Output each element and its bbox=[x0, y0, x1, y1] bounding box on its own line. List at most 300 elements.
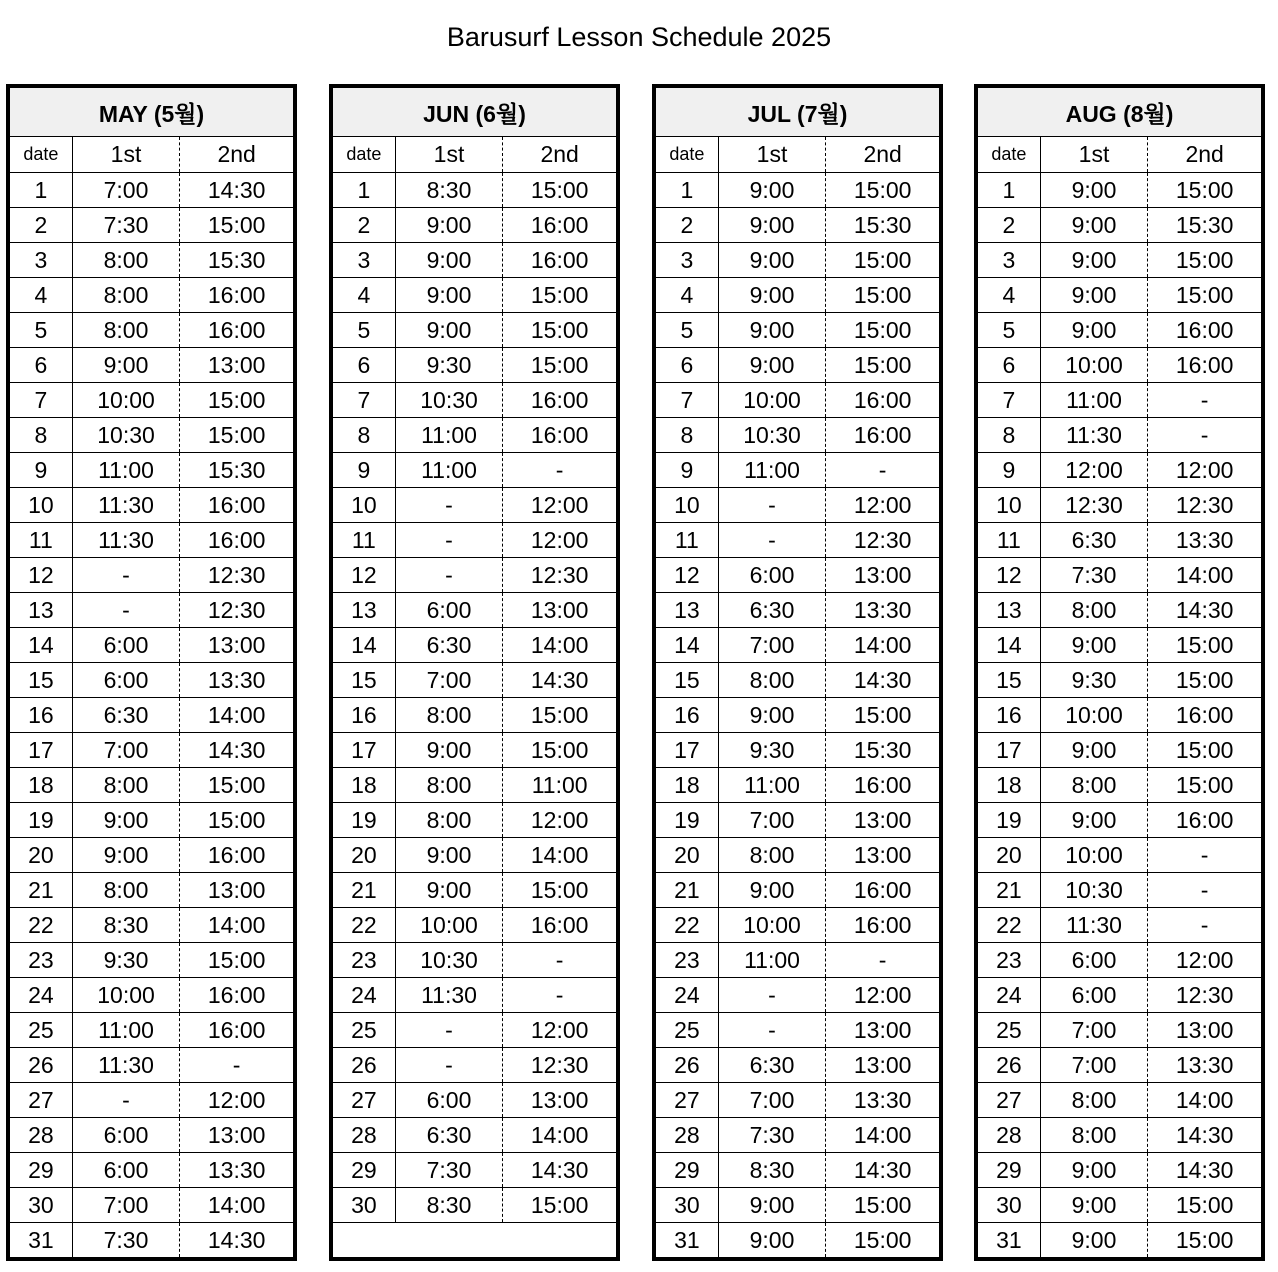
second-lesson-cell: 15:00 bbox=[180, 768, 293, 803]
second-lesson-cell: 16:00 bbox=[180, 488, 293, 523]
second-lesson-cell: 12:00 bbox=[503, 803, 616, 838]
table-row bbox=[333, 593, 616, 628]
month-header: AUG (8월) bbox=[978, 88, 1261, 137]
second-lesson-cell: 15:00 bbox=[1148, 733, 1261, 768]
column-header-2nd: 2nd bbox=[1148, 137, 1261, 173]
date-cell: 21 bbox=[333, 873, 395, 908]
date-cell: 16 bbox=[656, 698, 718, 733]
second-lesson-cell: 14:00 bbox=[826, 1118, 939, 1153]
first-lesson-cell: 11:30 bbox=[72, 523, 180, 558]
table-row bbox=[978, 908, 1261, 943]
first-lesson-cell: 8:00 bbox=[1040, 768, 1148, 803]
table-row bbox=[656, 838, 939, 873]
first-lesson-cell: 7:00 bbox=[718, 1083, 826, 1118]
second-lesson-cell: 15:00 bbox=[503, 313, 616, 348]
date-cell: 20 bbox=[656, 838, 718, 873]
second-lesson-cell: 12:00 bbox=[503, 1013, 616, 1048]
second-lesson-cell: 12:00 bbox=[826, 978, 939, 1013]
table-row bbox=[10, 278, 293, 313]
table-row bbox=[978, 523, 1261, 558]
table-row bbox=[10, 173, 293, 208]
first-lesson-cell: 7:00 bbox=[718, 803, 826, 838]
table-row bbox=[978, 733, 1261, 768]
table-row bbox=[333, 628, 616, 663]
date-cell: 16 bbox=[333, 698, 395, 733]
date-cell: 31 bbox=[656, 1223, 718, 1258]
table-row bbox=[333, 558, 616, 593]
table-row bbox=[656, 313, 939, 348]
table-row bbox=[656, 523, 939, 558]
date-cell: 24 bbox=[978, 978, 1040, 1013]
table-row bbox=[333, 698, 616, 733]
second-lesson-cell: 14:00 bbox=[180, 908, 293, 943]
second-lesson-cell: 12:30 bbox=[503, 1048, 616, 1083]
date-cell: 4 bbox=[333, 278, 395, 313]
second-lesson-cell: 15:00 bbox=[826, 313, 939, 348]
column-header-date: date bbox=[10, 137, 72, 173]
date-cell: 24 bbox=[656, 978, 718, 1013]
first-lesson-cell: 9:00 bbox=[72, 348, 180, 383]
table-row bbox=[10, 803, 293, 838]
date-cell: 18 bbox=[978, 768, 1040, 803]
second-lesson-cell: 13:30 bbox=[180, 1153, 293, 1188]
date-cell: 14 bbox=[333, 628, 395, 663]
table-row bbox=[333, 943, 616, 978]
second-lesson-cell: 15:30 bbox=[826, 208, 939, 243]
date-cell: 3 bbox=[10, 243, 72, 278]
date-cell: 2 bbox=[978, 208, 1040, 243]
first-lesson-cell: 8:00 bbox=[395, 698, 503, 733]
first-lesson-cell: 9:00 bbox=[718, 698, 826, 733]
date-cell: 5 bbox=[333, 313, 395, 348]
first-lesson-cell: 9:00 bbox=[395, 243, 503, 278]
date-cell: 1 bbox=[978, 173, 1040, 208]
second-lesson-cell: 12:00 bbox=[503, 523, 616, 558]
date-cell: 22 bbox=[10, 908, 72, 943]
table-row bbox=[978, 943, 1261, 978]
schedule-table bbox=[333, 88, 616, 1257]
table-row bbox=[10, 943, 293, 978]
second-lesson-cell: 16:00 bbox=[1148, 348, 1261, 383]
table-row bbox=[10, 1118, 293, 1153]
table-row bbox=[978, 453, 1261, 488]
second-lesson-cell: 15:00 bbox=[1148, 628, 1261, 663]
date-cell: 22 bbox=[656, 908, 718, 943]
date-cell: 23 bbox=[978, 943, 1040, 978]
first-lesson-cell: 6:00 bbox=[1040, 978, 1148, 1013]
month-header: MAY (5월) bbox=[10, 88, 293, 137]
date-cell: 17 bbox=[656, 733, 718, 768]
second-lesson-cell: 12:00 bbox=[503, 488, 616, 523]
table-row bbox=[10, 1223, 293, 1258]
date-cell: 24 bbox=[10, 978, 72, 1013]
first-lesson-cell: 10:30 bbox=[72, 418, 180, 453]
date-cell: 8 bbox=[333, 418, 395, 453]
table-row bbox=[333, 418, 616, 453]
month-header: JUL (7월) bbox=[656, 88, 939, 137]
date-cell: 4 bbox=[978, 278, 1040, 313]
second-lesson-cell: 15:00 bbox=[180, 943, 293, 978]
second-lesson-cell: 15:00 bbox=[826, 278, 939, 313]
second-lesson-cell: 13:00 bbox=[180, 348, 293, 383]
table-row bbox=[333, 1118, 616, 1153]
second-lesson-cell: 13:30 bbox=[1148, 523, 1261, 558]
table-row bbox=[656, 768, 939, 803]
table-row bbox=[10, 558, 293, 593]
date-cell: 26 bbox=[656, 1048, 718, 1083]
date-cell: 19 bbox=[10, 803, 72, 838]
first-lesson-cell: 7:00 bbox=[72, 733, 180, 768]
second-lesson-cell: 12:00 bbox=[1148, 943, 1261, 978]
second-lesson-cell: 12:00 bbox=[826, 488, 939, 523]
table-row bbox=[10, 488, 293, 523]
first-lesson-cell: 8:00 bbox=[1040, 1083, 1148, 1118]
table-row bbox=[978, 873, 1261, 908]
second-lesson-cell: 15:00 bbox=[1148, 278, 1261, 313]
table-row bbox=[978, 768, 1261, 803]
column-header-1st: 1st bbox=[718, 137, 826, 173]
second-lesson-cell: 16:00 bbox=[180, 838, 293, 873]
table-row bbox=[978, 663, 1261, 698]
table-row bbox=[978, 1083, 1261, 1118]
date-cell: 10 bbox=[333, 488, 395, 523]
first-lesson-cell: 9:00 bbox=[718, 348, 826, 383]
second-lesson-cell: 13:00 bbox=[826, 803, 939, 838]
page-title: Barusurf Lesson Schedule 2025 bbox=[446, 22, 832, 52]
date-cell: 21 bbox=[978, 873, 1040, 908]
table-row bbox=[333, 523, 616, 558]
first-lesson-cell: 11:30 bbox=[72, 1048, 180, 1083]
first-lesson-cell: 6:30 bbox=[718, 593, 826, 628]
table-row bbox=[656, 558, 939, 593]
date-cell: 17 bbox=[333, 733, 395, 768]
date-cell: 6 bbox=[656, 348, 718, 383]
date-cell: 13 bbox=[10, 593, 72, 628]
first-lesson-cell: 9:00 bbox=[1040, 1188, 1148, 1223]
date-cell: 13 bbox=[978, 593, 1040, 628]
first-lesson-cell: 8:30 bbox=[718, 1153, 826, 1188]
table-row bbox=[333, 768, 616, 803]
table-row bbox=[333, 873, 616, 908]
first-lesson-cell: 6:00 bbox=[395, 593, 503, 628]
second-lesson-cell: 15:00 bbox=[1148, 1188, 1261, 1223]
first-lesson-cell: 9:00 bbox=[1040, 313, 1148, 348]
table-row bbox=[333, 208, 616, 243]
first-lesson-cell: 6:00 bbox=[72, 663, 180, 698]
first-lesson-cell: 9:00 bbox=[395, 733, 503, 768]
second-lesson-cell: - bbox=[1148, 838, 1261, 873]
date-cell: 28 bbox=[10, 1118, 72, 1153]
date-cell: 3 bbox=[333, 243, 395, 278]
table-row bbox=[333, 1223, 616, 1258]
table-row bbox=[10, 698, 293, 733]
date-cell: 21 bbox=[656, 873, 718, 908]
first-lesson-cell: 10:00 bbox=[718, 383, 826, 418]
table-row bbox=[10, 523, 293, 558]
date-cell: 4 bbox=[10, 278, 72, 313]
first-lesson-cell: 11:00 bbox=[72, 453, 180, 488]
second-lesson-cell: 16:00 bbox=[180, 978, 293, 1013]
first-lesson-cell: 8:00 bbox=[72, 873, 180, 908]
table-row bbox=[656, 278, 939, 313]
second-lesson-cell: - bbox=[180, 1048, 293, 1083]
date-cell: 21 bbox=[10, 873, 72, 908]
table-row bbox=[10, 418, 293, 453]
second-lesson-cell: 14:30 bbox=[180, 733, 293, 768]
date-cell: 24 bbox=[333, 978, 395, 1013]
first-lesson-cell: 11:00 bbox=[72, 1013, 180, 1048]
second-lesson-cell: - bbox=[503, 453, 616, 488]
first-lesson-cell: 7:00 bbox=[72, 1188, 180, 1223]
table-row bbox=[656, 978, 939, 1013]
table-row bbox=[10, 1083, 293, 1118]
table-row bbox=[656, 243, 939, 278]
first-lesson-cell: 9:00 bbox=[395, 278, 503, 313]
schedule-table bbox=[978, 88, 1261, 1257]
table-row bbox=[656, 628, 939, 663]
second-lesson-cell: 14:30 bbox=[503, 1153, 616, 1188]
column-header-date: date bbox=[656, 137, 718, 173]
date-cell: 30 bbox=[656, 1188, 718, 1223]
table-row bbox=[656, 348, 939, 383]
first-lesson-cell: 8:00 bbox=[395, 768, 503, 803]
first-lesson-cell: 9:00 bbox=[395, 208, 503, 243]
second-lesson-cell: 12:30 bbox=[180, 593, 293, 628]
first-lesson-cell: 8:30 bbox=[395, 1188, 503, 1223]
table-row bbox=[10, 593, 293, 628]
date-cell: 11 bbox=[978, 523, 1040, 558]
table-row bbox=[656, 488, 939, 523]
table-row bbox=[333, 803, 616, 838]
table-row bbox=[10, 208, 293, 243]
second-lesson-cell: 13:00 bbox=[1148, 1013, 1261, 1048]
table-row bbox=[978, 803, 1261, 838]
second-lesson-cell: 16:00 bbox=[180, 278, 293, 313]
table-row bbox=[656, 908, 939, 943]
table-row bbox=[978, 208, 1261, 243]
first-lesson-cell: 8:00 bbox=[718, 838, 826, 873]
date-cell: 25 bbox=[656, 1013, 718, 1048]
second-lesson-cell: 12:30 bbox=[180, 558, 293, 593]
first-lesson-cell: 9:00 bbox=[1040, 803, 1148, 838]
first-lesson-cell: 9:00 bbox=[718, 243, 826, 278]
date-cell: 14 bbox=[10, 628, 72, 663]
date-cell: 1 bbox=[10, 173, 72, 208]
date-cell: 5 bbox=[10, 313, 72, 348]
table-row bbox=[333, 243, 616, 278]
table-row bbox=[978, 628, 1261, 663]
date-cell: 8 bbox=[10, 418, 72, 453]
table-row bbox=[978, 278, 1261, 313]
first-lesson-cell: 10:00 bbox=[718, 908, 826, 943]
second-lesson-cell: 16:00 bbox=[826, 383, 939, 418]
table-row bbox=[978, 838, 1261, 873]
date-cell: 30 bbox=[978, 1188, 1040, 1223]
first-lesson-cell: - bbox=[395, 558, 503, 593]
date-cell: 2 bbox=[656, 208, 718, 243]
second-lesson-cell: 15:00 bbox=[826, 698, 939, 733]
first-lesson-cell: 11:00 bbox=[718, 943, 826, 978]
first-lesson-cell: 8:00 bbox=[1040, 1118, 1148, 1153]
second-lesson-cell: 16:00 bbox=[180, 523, 293, 558]
first-lesson-cell: 10:00 bbox=[395, 908, 503, 943]
date-cell: 29 bbox=[978, 1153, 1040, 1188]
table-row bbox=[656, 208, 939, 243]
date-cell: 6 bbox=[333, 348, 395, 383]
first-lesson-cell: 6:30 bbox=[1040, 523, 1148, 558]
second-lesson-cell: 13:00 bbox=[826, 558, 939, 593]
date-cell: 15 bbox=[333, 663, 395, 698]
first-lesson-cell: 7:30 bbox=[395, 1153, 503, 1188]
first-lesson-cell: 10:00 bbox=[1040, 838, 1148, 873]
table-row bbox=[656, 803, 939, 838]
month-table-jul bbox=[652, 84, 943, 1261]
date-cell: 29 bbox=[333, 1153, 395, 1188]
second-lesson-cell: 13:00 bbox=[826, 838, 939, 873]
table-row bbox=[978, 698, 1261, 733]
date-cell: 7 bbox=[656, 383, 718, 418]
date-cell: 18 bbox=[10, 768, 72, 803]
first-lesson-cell: - bbox=[718, 523, 826, 558]
table-row bbox=[656, 173, 939, 208]
second-lesson-cell: 15:00 bbox=[826, 243, 939, 278]
second-lesson-cell: 16:00 bbox=[1148, 803, 1261, 838]
table-row bbox=[333, 838, 616, 873]
second-lesson-cell: 13:00 bbox=[503, 1083, 616, 1118]
date-cell: 7 bbox=[978, 383, 1040, 418]
first-lesson-cell: - bbox=[395, 1048, 503, 1083]
table-row bbox=[978, 1223, 1261, 1258]
column-header-date: date bbox=[333, 137, 395, 173]
table-row bbox=[333, 348, 616, 383]
first-lesson-cell: 9:00 bbox=[395, 313, 503, 348]
date-cell: 30 bbox=[10, 1188, 72, 1223]
first-lesson-cell: 9:00 bbox=[718, 313, 826, 348]
date-cell: 11 bbox=[10, 523, 72, 558]
first-lesson-cell: 9:30 bbox=[718, 733, 826, 768]
first-lesson-cell: 11:30 bbox=[1040, 908, 1148, 943]
second-lesson-cell: 14:00 bbox=[1148, 558, 1261, 593]
second-lesson-cell: 15:00 bbox=[503, 873, 616, 908]
table-row bbox=[10, 453, 293, 488]
table-row bbox=[333, 1013, 616, 1048]
first-lesson-cell: 11:00 bbox=[718, 768, 826, 803]
table-row bbox=[656, 1083, 939, 1118]
table-row bbox=[10, 873, 293, 908]
first-lesson-cell: 7:30 bbox=[72, 1223, 180, 1258]
second-lesson-cell: 12:30 bbox=[1148, 978, 1261, 1013]
second-lesson-cell: 16:00 bbox=[180, 313, 293, 348]
column-header-1st: 1st bbox=[72, 137, 180, 173]
first-lesson-cell: 11:00 bbox=[395, 453, 503, 488]
first-lesson-cell: 6:30 bbox=[72, 698, 180, 733]
first-lesson-cell: 12:30 bbox=[1040, 488, 1148, 523]
second-lesson-cell: 14:30 bbox=[503, 663, 616, 698]
month-table-jun bbox=[329, 84, 620, 1261]
date-cell: 1 bbox=[333, 173, 395, 208]
second-lesson-cell: 12:00 bbox=[1148, 453, 1261, 488]
column-header-1st: 1st bbox=[395, 137, 503, 173]
first-lesson-cell: 6:30 bbox=[395, 1118, 503, 1153]
second-lesson-cell: 15:00 bbox=[503, 698, 616, 733]
date-cell: 10 bbox=[10, 488, 72, 523]
first-lesson-cell: 9:00 bbox=[1040, 733, 1148, 768]
table-row bbox=[333, 908, 616, 943]
first-lesson-cell: 7:00 bbox=[72, 173, 180, 208]
table-row bbox=[978, 558, 1261, 593]
date-cell: 15 bbox=[656, 663, 718, 698]
table-row bbox=[333, 1083, 616, 1118]
table-row bbox=[10, 383, 293, 418]
date-cell: 19 bbox=[333, 803, 395, 838]
table-row bbox=[10, 733, 293, 768]
table-row bbox=[978, 348, 1261, 383]
table-row bbox=[656, 663, 939, 698]
date-cell: 9 bbox=[656, 453, 718, 488]
second-lesson-cell: 16:00 bbox=[1148, 698, 1261, 733]
first-lesson-cell: 10:00 bbox=[1040, 348, 1148, 383]
date-cell: 1 bbox=[656, 173, 718, 208]
schedule-table bbox=[656, 88, 939, 1257]
first-lesson-cell: 7:00 bbox=[718, 628, 826, 663]
table-row bbox=[656, 1048, 939, 1083]
date-cell: 16 bbox=[10, 698, 72, 733]
table-row bbox=[656, 733, 939, 768]
month-header: JUN (6월) bbox=[333, 88, 616, 137]
second-lesson-cell: 16:00 bbox=[1148, 313, 1261, 348]
table-row bbox=[978, 383, 1261, 418]
second-lesson-cell: 15:00 bbox=[1148, 173, 1261, 208]
date-cell: 13 bbox=[656, 593, 718, 628]
second-lesson-cell: - bbox=[1148, 873, 1261, 908]
table-row bbox=[333, 313, 616, 348]
date-cell: 28 bbox=[656, 1118, 718, 1153]
table-row bbox=[10, 663, 293, 698]
date-cell: 20 bbox=[10, 838, 72, 873]
first-lesson-cell: 8:00 bbox=[72, 313, 180, 348]
first-lesson-cell: 12:00 bbox=[1040, 453, 1148, 488]
table-row bbox=[978, 243, 1261, 278]
second-lesson-cell: 15:30 bbox=[826, 733, 939, 768]
date-cell: 29 bbox=[10, 1153, 72, 1188]
first-lesson-cell: 6:30 bbox=[395, 628, 503, 663]
first-lesson-cell: 6:00 bbox=[72, 1118, 180, 1153]
column-header-1st: 1st bbox=[1040, 137, 1148, 173]
second-lesson-cell: 12:30 bbox=[503, 558, 616, 593]
first-lesson-cell: - bbox=[72, 558, 180, 593]
first-lesson-cell: - bbox=[718, 1013, 826, 1048]
second-lesson-cell: 14:00 bbox=[180, 698, 293, 733]
second-lesson-cell: 14:00 bbox=[503, 838, 616, 873]
table-row bbox=[978, 173, 1261, 208]
table-row bbox=[978, 1153, 1261, 1188]
first-lesson-cell: 9:30 bbox=[395, 348, 503, 383]
table-row bbox=[10, 1188, 293, 1223]
first-lesson-cell: - bbox=[718, 978, 826, 1013]
date-cell: 19 bbox=[978, 803, 1040, 838]
second-lesson-cell: 13:00 bbox=[826, 1048, 939, 1083]
date-cell: 19 bbox=[656, 803, 718, 838]
date-cell: 5 bbox=[656, 313, 718, 348]
date-cell: 27 bbox=[333, 1083, 395, 1118]
date-cell: 9 bbox=[10, 453, 72, 488]
table-row bbox=[656, 1188, 939, 1223]
table-row bbox=[978, 1013, 1261, 1048]
first-lesson-cell: 10:00 bbox=[1040, 698, 1148, 733]
table-row bbox=[10, 348, 293, 383]
first-lesson-cell: 9:00 bbox=[395, 873, 503, 908]
first-lesson-cell: 9:00 bbox=[1040, 208, 1148, 243]
